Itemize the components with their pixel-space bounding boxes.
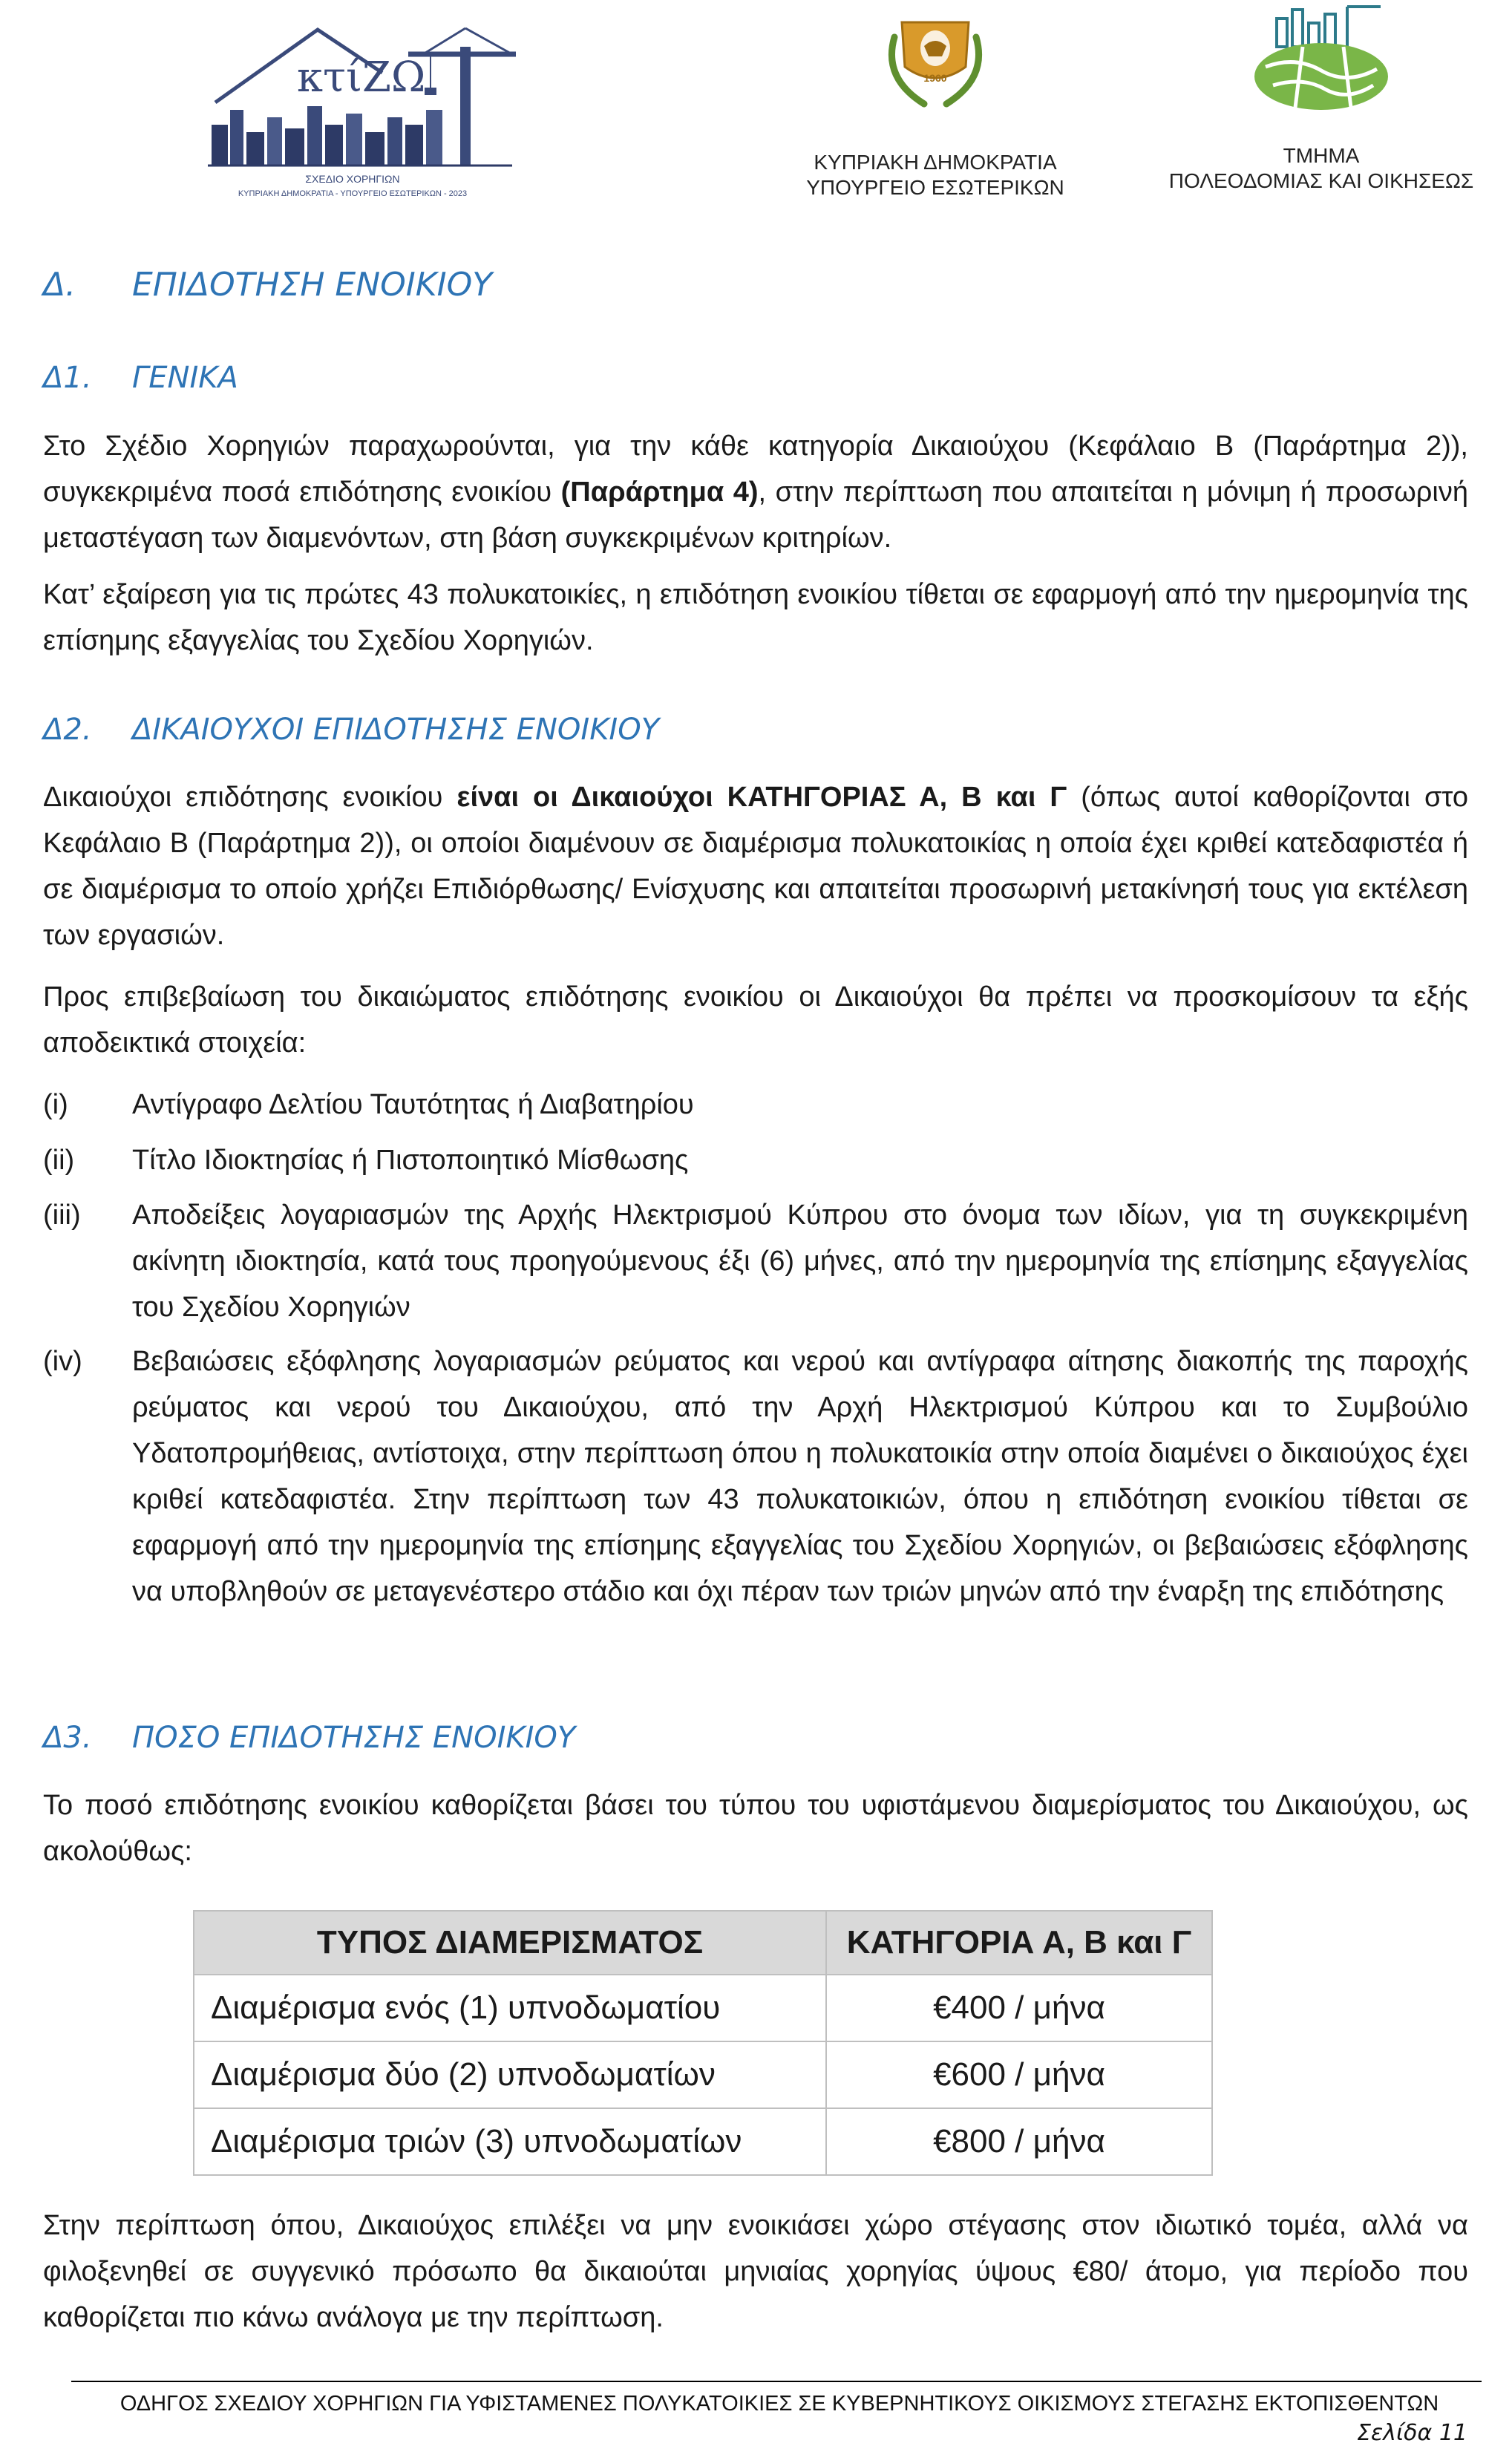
subsection-d1-title: ΓΕΝΙΚΑ bbox=[132, 361, 238, 395]
cyprus-coat-of-arms-icon bbox=[872, 7, 998, 119]
ministry-interior-label: ΥΠΟΥΡΓΕΙΟ ΕΣΩΤΕΡΙΚΩΝ bbox=[806, 176, 1064, 199]
ktizo-logo bbox=[186, 13, 520, 203]
town-planning-header bbox=[1143, 4, 1499, 200]
apartment-type-cell: Διαμέρισμα δύο (2) υπνοδωματίων bbox=[194, 2041, 826, 2108]
page-number: Σελίδα 11 bbox=[1357, 2420, 1467, 2446]
subsection-d3-heading: Δ3. ΠΟΣΟ ΕΠΙΔΟΤΗΣΗΣ ΕΝΟΙΚΙΟΥ bbox=[43, 1721, 576, 1755]
svg-text:1960: 1960 bbox=[923, 72, 947, 84]
d1-paragraph-2: Κατ’ εξαίρεση για τις πρώτες 43 πολυκατοικίες, η επιδότηση ενοικίου τίθεται σε εφαρμογή από την ημερομηνία της επίσημης εξαγγελίας του Σχεδίου Χορηγιών. bbox=[43, 579, 1468, 656]
subsection-d2-heading: Δ2. ΔΙΚΑΙΟΥΧΟΙ ΕΠΙΔΟΤΗΣΗΣ ΕΝΟΙΚΙΟΥ bbox=[43, 713, 660, 747]
apartment-type-cell: Διαμέρισμα ενός (1) υπνοδωματίου bbox=[194, 1975, 826, 2041]
d3-paragraph-1: Το ποσό επιδότησης ενοικίου καθορίζεται βάσει του τύπου του υφιστάμενου διαμερίσματος του Δικαιούχου, ως ακολούθως: bbox=[43, 1790, 1468, 1867]
table-header-row bbox=[194, 1911, 1212, 1975]
cyprus-republic-label: ΚΥΠΡΙΑΚΗ ΔΗΜΟΚΡΑΤΙΑ bbox=[814, 151, 1057, 174]
section-title: ΕΠΙΔΟΤΗΣΗ ΕΝΟΙΚΙΟΥ bbox=[132, 266, 493, 304]
town-planning-logo-icon bbox=[1243, 4, 1399, 117]
table-row bbox=[194, 2041, 1212, 2108]
subsection-d2-title: ΔΙΚΑΙΟΥΧΟΙ ΕΠΙΔΟΤΗΣΗΣ ΕΝΟΙΚΙΟΥ bbox=[132, 713, 660, 747]
amount-cell: €600 / μήνα bbox=[826, 2041, 1212, 2108]
column-header-apartment-type: ΤΥΠΟΣ ΔΙΑΜΕΡΙΣΜΑΤΟΣ bbox=[194, 1911, 826, 1975]
d2-paragraph-2: Προς επιβεβαίωση του δικαιώματος επιδότησης ενοικίου οι Δικαιούχοι θα πρέπει να προσκομίσουν τα εξής αποδεικτικά στοιχεία: bbox=[43, 981, 1468, 1059]
svg-text:ΣΧΕΔΙΟ ΧΟΡΗΓΙΩΝ: ΣΧΕΔΙΟ ΧΟΡΗΓΙΩΝ bbox=[305, 173, 400, 185]
section-heading bbox=[43, 266, 492, 304]
table-row bbox=[194, 1975, 1212, 2041]
d1-paragraph-1: Στο Σχέδιο Χορηγιών παραχωρούνται, για την κάθε κατηγορία Δικαιούχου (Κεφάλαιο Β (Παράρτημα 2)), συγκεκριμένα ποσά επιδότησης ενοικίου (Παράρτημα 4), στην περίπτωση που απαιτείται η μόνιμη ή προσωρινή μεταστέγαση των διαμενόντων, στη βάση συγκεκριμένων κριτηρίων. bbox=[43, 431, 1468, 554]
ktizo-logo-text: κτίΖΩ bbox=[297, 53, 426, 102]
cyprus-republic-header bbox=[772, 7, 1099, 200]
department-label: ΤΜΗΜΑ bbox=[1283, 144, 1360, 167]
apartment-type-cell: Διαμέρισμα τριών (3) υπνοδωματίων bbox=[194, 2108, 826, 2175]
footer-divider bbox=[71, 2381, 1482, 2382]
amount-cell: €400 / μήνα bbox=[826, 1975, 1212, 2041]
amount-cell: €800 / μήνα bbox=[826, 2108, 1212, 2175]
ktizo-logo-icon bbox=[186, 13, 520, 203]
rent-subsidy-table bbox=[193, 1910, 1213, 2176]
town-planning-label: ΠΟΛΕΟΔΟΜΙΑΣ ΚΑΙ ΟΙΚΗΣΕΩΣ bbox=[1168, 169, 1474, 192]
table-row bbox=[194, 2108, 1212, 2175]
svg-text:ΚΥΠΡΙΑΚΗ ΔΗΜΟΚΡΑΤΙΑ - ΥΠΟΥΡΓΕΙ: ΚΥΠΡΙΑΚΗ ΔΗΜΟΚΡΑΤΙΑ - ΥΠΟΥΡΓΕΙΟ ΕΣΩΤΕΡΙΚΩΝ - 2023 bbox=[238, 189, 468, 198]
section-number: Δ. bbox=[43, 266, 76, 304]
subsection-d3-title: ΠΟΣΟ ΕΠΙΔΟΤΗΣΗΣ ΕΝΟΙΚΙΟΥ bbox=[132, 1721, 576, 1755]
d3-paragraph-2: Στην περίπτωση όπου, Δικαιούχος επιλέξει να μην ενοικιάσει χώρο στέγασης στον ιδιωτικό τομέα, αλλά να φιλοξενηθεί σε συγγενικό πρόσωπο θα δικαιούται μηνιαίας χορηγίας ύψους €80/ άτομο, για περίοδο που καθορίζεται πιο κάνω ανάλογα με την περίπτωση. bbox=[43, 2210, 1468, 2333]
d2-paragraph-1: Δικαιούχοι επιδότησης ενοικίου είναι οι Δικαιούχοι ΚΑΤΗΓΟΡΙΑΣ Α, Β και Γ (όπως αυτοί καθορίζονται στο Κεφάλαιο Β (Παράρτημα 2)), οι οποίοι διαμένουν σε διαμέρισμα πολυκατοικίας η οποία έχει κριθεί κατεδαφιστέα ή σε διαμέρισμα το οποίο χρήζει Επιδιόρθωσης/ Ενίσχυσης και απαιτείται προσωρινή μετακίνησή τους για εκτέλεση των εργασιών. bbox=[43, 782, 1468, 951]
column-header-category: ΚΑΤΗΓΟΡΙΑ Α, Β και Γ bbox=[826, 1911, 1212, 1975]
subsection-d1-heading: Δ1. ΓΕΝΙΚΑ bbox=[43, 361, 238, 395]
footer-title: ΟΔΗΓΟΣ ΣΧΕΔΙΟΥ ΧΟΡΗΓΙΩΝ ΓΙΑ ΥΦΙΣΤΑΜΕΝΕΣ ΠΟΛΥΚΑΤΟΙΚΙΕΣ ΣΕ ΚΥΒΕΡΝΗΤΙΚΟΥΣ ΟΙΚΙΣΜΟΥΣ ΣΤΕΓΑΣΗΣ ΕΚΤΟΠΙΣΘΕΝΤΩΝ bbox=[120, 2392, 1439, 2416]
